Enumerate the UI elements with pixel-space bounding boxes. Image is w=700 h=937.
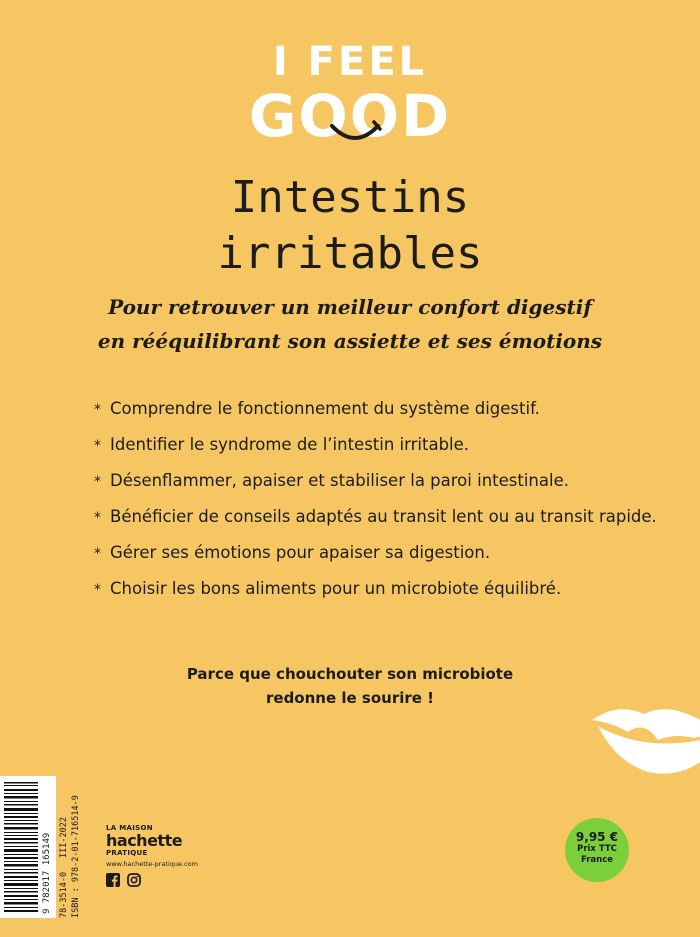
- isbn-rotated-text: [58, 776, 84, 918]
- edition-code: III-2022: [59, 816, 69, 858]
- asterisk-icon: *: [94, 438, 101, 454]
- lips-icon: [588, 700, 700, 780]
- tagline-line-2: redonne le sourire !: [266, 689, 434, 707]
- title-line-1: Intestins: [230, 172, 470, 223]
- feature-list: [94, 396, 674, 612]
- logo-line-2: GOOD: [248, 82, 452, 150]
- book-subtitle: [0, 290, 700, 358]
- title-line-2: irritables: [217, 228, 483, 279]
- list-item: [94, 540, 674, 566]
- list-item-text: Comprendre le fonctionnement du système digestif.: [110, 399, 540, 418]
- asterisk-icon: *: [94, 474, 101, 490]
- logo-line-1: I FEEL: [272, 39, 428, 85]
- subtitle-line-1: Pour retrouver un meilleur confort digestif: [108, 295, 592, 319]
- publisher-name: hachette: [106, 831, 183, 850]
- price-value: 9,95 €: [575, 830, 619, 844]
- social-icons: [106, 873, 143, 889]
- list-item-text: Bénéficier de conseils adaptés au transit lent ou au transit rapide.: [110, 507, 657, 526]
- book-title: [0, 170, 700, 282]
- instagram-icon: [127, 873, 141, 887]
- price-label-line-1: Prix TTC: [577, 844, 617, 854]
- asterisk-icon: *: [94, 510, 101, 526]
- price-badge: [565, 818, 629, 882]
- barcode: [0, 776, 56, 918]
- barcode-digits: 9 782017 165149: [40, 776, 54, 918]
- publisher-url: www.hachette-pratique.com: [106, 860, 198, 868]
- publisher-logo: [106, 824, 226, 869]
- smile-icon: [328, 120, 382, 148]
- list-item-text: Choisir les bons aliments pour un microbiote équilibré.: [110, 579, 562, 598]
- list-item: [94, 396, 674, 422]
- asterisk-icon: *: [94, 582, 101, 598]
- product-code: 78-3514-0: [59, 871, 69, 918]
- isbn-number: ISBN : 978-2-01-716514-9: [71, 795, 81, 918]
- list-item-text: Gérer ses émotions pour apaiser sa digestion.: [110, 543, 491, 562]
- list-item-text: Identifier le syndrome de l’intestin irritable.: [110, 435, 470, 454]
- facebook-icon: [106, 873, 120, 887]
- publisher-prefix: LA MAISON: [106, 824, 153, 832]
- list-item: [94, 504, 674, 530]
- list-item: [94, 468, 674, 494]
- isbn-info: [58, 776, 84, 918]
- list-item: [94, 432, 674, 458]
- list-item: [94, 576, 674, 602]
- isbn-row-1: [58, 776, 70, 918]
- list-item-text: Désenflammer, apaiser et stabiliser la paroi intestinale.: [110, 471, 569, 490]
- price-label-line-2: France: [580, 855, 614, 865]
- tagline-line-1: Parce que chouchouter son microbiote: [186, 665, 514, 683]
- subtitle-line-2: en rééquilibrant son assiette et ses émotions: [97, 329, 603, 353]
- publisher-suffix: PRATIQUE: [106, 849, 148, 857]
- asterisk-icon: *: [94, 402, 101, 418]
- asterisk-icon: *: [94, 546, 101, 562]
